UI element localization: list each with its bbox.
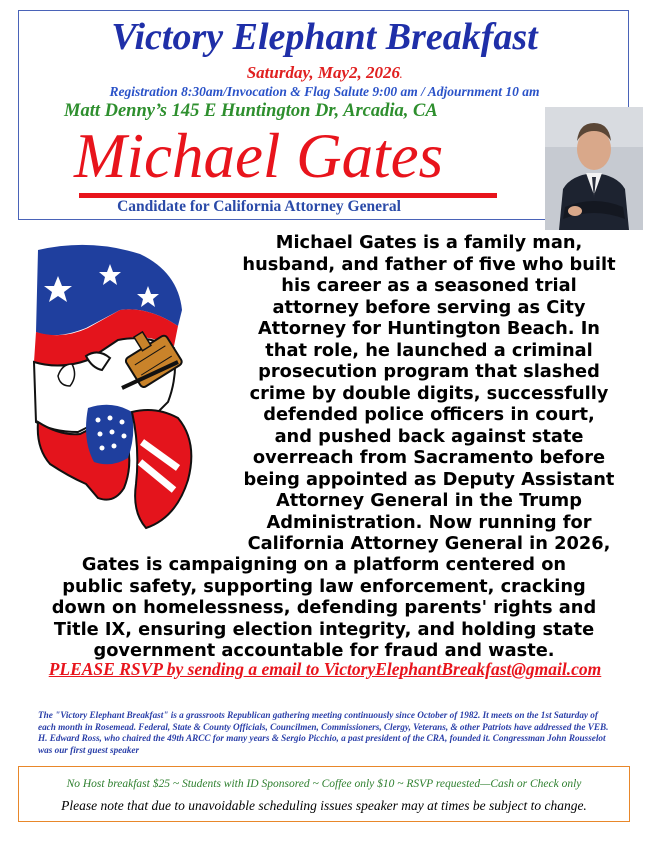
bio-line: prosecution program that slashed bbox=[258, 361, 600, 382]
bio-line: husband, and father of five who built bbox=[242, 253, 616, 275]
elephant-mascot-image bbox=[28, 236, 200, 531]
bio-line: Michael Gates is a family man, bbox=[275, 232, 583, 253]
bio-line: and pushed back against state bbox=[274, 425, 584, 447]
event-date-text: Saturday, May2, 2026 bbox=[246, 63, 401, 82]
event-date-suffix: . bbox=[400, 70, 403, 80]
bio-line: his career as a seasoned trial bbox=[281, 275, 577, 296]
event-schedule: Registration 8:30am/Invocation & Flag Salute 9:00 am / Adjournment 10 am bbox=[109, 84, 540, 99]
rsvp-email-link[interactable]: PLEASE RSVP by sending a email to VictoryElephantBreakfast@gmail.com bbox=[48, 659, 602, 679]
pricing-info: No Host breakfast $25 ~ Students with ID Sponsored ~ Coffee only $10 ~ RSVP requested—Cash or Check only bbox=[66, 778, 582, 790]
bio-line: Administration. Now running for bbox=[266, 511, 592, 533]
event-date bbox=[19, 63, 630, 85]
event-title: Victory Elephant Breakfast bbox=[111, 16, 538, 58]
event-venue: Matt Denny’s 145 E Huntington Dr, Arcadia, CA bbox=[64, 101, 438, 121]
bio-line: California Attorney General in 2026, bbox=[247, 533, 611, 554]
schedule-disclaimer: Please note that due to unavoidable scheduling issues speaker may at times be subject to change. bbox=[61, 798, 587, 813]
bio-line: crime by double digits, successfully bbox=[249, 382, 609, 404]
bio-line: Attorney for Huntington Beach. In bbox=[258, 318, 600, 339]
event-header bbox=[18, 10, 629, 220]
bio-line: being appointed as Deputy Assistant bbox=[243, 468, 615, 490]
speaker-bio-lower bbox=[18, 554, 630, 662]
footer-info-box bbox=[18, 766, 630, 822]
bio-line: Attorney General in the Trump bbox=[276, 490, 582, 511]
bio-line: defended police officers in court, bbox=[263, 404, 595, 425]
bio-line: attorney before serving as City bbox=[272, 296, 586, 318]
bio-line: overreach from Sacramento before bbox=[252, 447, 606, 468]
history-note: The "Victory Elephant Breakfast" is a grassroots Republican gathering meeting continuously since October of 1982. It meets on the 1st Saturday of each month in Rosemead. Federal, State & County Officials, Councilmen, Commissioners, Clergy, Veterans, & other Patriots have addressed the VEB. H. Edward Ross, who chaired the 49th ARCC for many years & Sergio Picchio, a past president of the CRA, founded it. Congressman John Rousselot was our first guest speaker bbox=[38, 710, 609, 755]
bio-line: that role, he launched a criminal bbox=[265, 339, 593, 361]
bio-line: down on homelessness, defending parents' rights and bbox=[51, 597, 597, 618]
bio-line: public safety, supporting law enforcement, cracking bbox=[62, 575, 586, 597]
speaker-photo bbox=[545, 107, 643, 230]
speaker-role: Candidate for California Attorney General bbox=[117, 198, 401, 215]
speaker-bio-upper bbox=[222, 232, 636, 555]
bio-line: government accountable for fraud and waste. bbox=[93, 640, 555, 661]
speaker-name: Michael Gates bbox=[74, 121, 444, 191]
bio-line: Gates is campaigning on a platform centered on bbox=[81, 554, 567, 575]
bio-line: Title IX, ensuring election integrity, and holding state bbox=[53, 618, 595, 640]
